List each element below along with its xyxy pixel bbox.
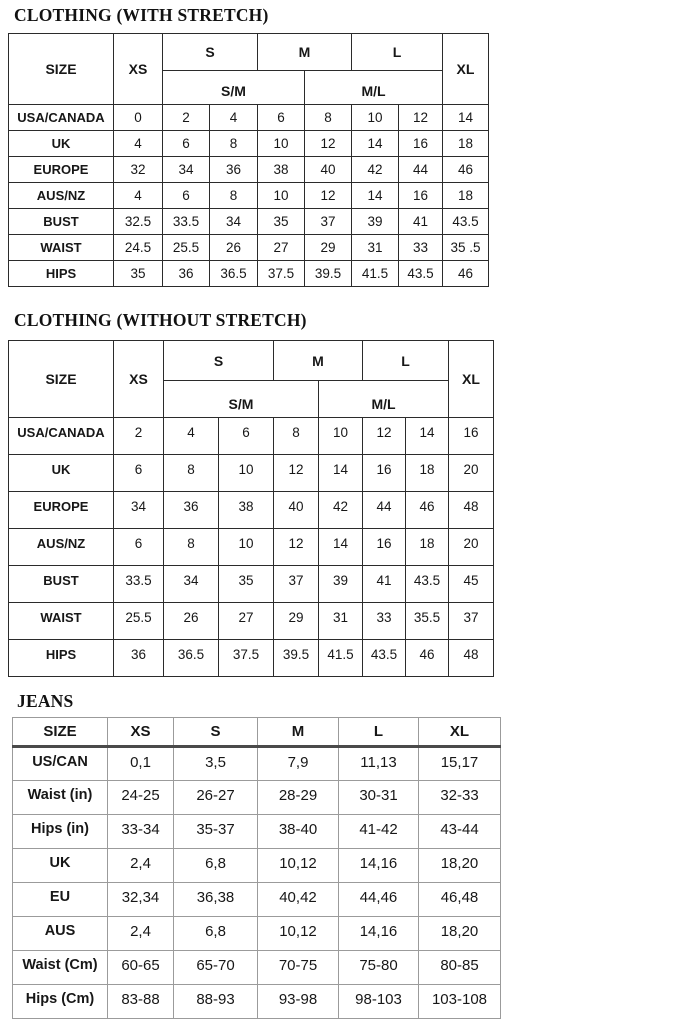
value-cell: 41: [363, 566, 406, 603]
col-xl: XL: [449, 341, 494, 418]
value-cell: 32,34: [108, 883, 174, 917]
value-cell: 32: [114, 157, 163, 183]
value-cell: 10: [258, 183, 305, 209]
value-cell: 34: [210, 209, 258, 235]
col-group-s: S: [164, 341, 274, 381]
value-cell: 12: [363, 418, 406, 455]
value-cell: 16: [399, 183, 443, 209]
value-cell: 10: [219, 455, 274, 492]
value-cell: 46: [443, 261, 489, 287]
value-cell: 48: [449, 640, 494, 677]
value-cell: 98-103: [339, 985, 419, 1019]
row-label: US/CAN: [13, 747, 108, 781]
value-cell: 42: [352, 157, 399, 183]
row-label: UK: [9, 455, 114, 492]
value-cell: 65-70: [174, 951, 258, 985]
value-cell: 24.5: [114, 235, 163, 261]
row-label: UK: [13, 849, 108, 883]
table-row: [13, 951, 501, 985]
value-cell: 8: [210, 183, 258, 209]
row-label: AUS/NZ: [9, 529, 114, 566]
col-s: S: [174, 718, 258, 747]
table-row: [9, 131, 489, 157]
value-cell: 10: [219, 529, 274, 566]
value-cell: 36: [163, 261, 210, 287]
value-cell: 16: [399, 131, 443, 157]
value-cell: 36.5: [164, 640, 219, 677]
table-row: [13, 781, 501, 815]
value-cell: 25.5: [114, 603, 164, 640]
table-header-row: [9, 34, 489, 71]
col-group-sm: S/M: [163, 71, 305, 105]
table-row: [9, 640, 494, 677]
value-cell: 16: [363, 455, 406, 492]
value-cell: 2,4: [108, 917, 174, 951]
value-cell: 36: [114, 640, 164, 677]
value-cell: 31: [319, 603, 363, 640]
value-cell: 4: [164, 418, 219, 455]
table-row: [13, 917, 501, 951]
col-xs: XS: [114, 34, 163, 105]
value-cell: 44: [399, 157, 443, 183]
table-row: [13, 883, 501, 917]
value-cell: 34: [164, 566, 219, 603]
value-cell: 4: [114, 183, 163, 209]
value-cell: 30-31: [339, 781, 419, 815]
value-cell: 32-33: [419, 781, 501, 815]
value-cell: 8: [274, 418, 319, 455]
value-cell: 41.5: [319, 640, 363, 677]
value-cell: 41: [399, 209, 443, 235]
table-header: [9, 34, 489, 105]
row-label: HIPS: [9, 640, 114, 677]
row-label: BUST: [9, 566, 114, 603]
value-cell: 8: [164, 455, 219, 492]
row-label: BUST: [9, 209, 114, 235]
value-cell: 18,20: [419, 917, 501, 951]
value-cell: 8: [305, 105, 352, 131]
value-cell: 37: [305, 209, 352, 235]
row-label: EUROPE: [9, 157, 114, 183]
value-cell: 35: [219, 566, 274, 603]
col-xs: XS: [114, 341, 164, 418]
value-cell: 34: [163, 157, 210, 183]
value-cell: 15,17: [419, 747, 501, 781]
table-row: [9, 418, 494, 455]
table-row: [13, 849, 501, 883]
value-cell: 18,20: [419, 849, 501, 883]
value-cell: 39: [352, 209, 399, 235]
value-cell: 0: [114, 105, 163, 131]
value-cell: 11,13: [339, 747, 419, 781]
value-cell: 14: [319, 529, 363, 566]
value-cell: 6: [219, 418, 274, 455]
value-cell: 6: [114, 455, 164, 492]
value-cell: 48: [449, 492, 494, 529]
value-cell: 88-93: [174, 985, 258, 1019]
value-cell: 14,16: [339, 917, 419, 951]
value-cell: 6: [258, 105, 305, 131]
clothing-without-stretch-table: [8, 340, 494, 677]
table-row: [9, 209, 489, 235]
value-cell: 14: [443, 105, 489, 131]
col-group-l: L: [363, 341, 449, 381]
table-header-row: [13, 718, 501, 747]
value-cell: 16: [363, 529, 406, 566]
value-cell: 36.5: [210, 261, 258, 287]
col-group-ml: M/L: [305, 71, 443, 105]
col-group-l: L: [352, 34, 443, 71]
value-cell: 33: [399, 235, 443, 261]
value-cell: 18: [406, 455, 449, 492]
row-label: EU: [13, 883, 108, 917]
value-cell: 33.5: [163, 209, 210, 235]
table-row: [13, 747, 501, 781]
col-group-s: S: [163, 34, 258, 71]
table-body: [13, 747, 501, 1019]
value-cell: 14: [352, 183, 399, 209]
value-cell: 14: [352, 131, 399, 157]
value-cell: 40: [305, 157, 352, 183]
value-cell: 25.5: [163, 235, 210, 261]
value-cell: 10: [258, 131, 305, 157]
value-cell: 27: [258, 235, 305, 261]
value-cell: 10,12: [258, 849, 339, 883]
value-cell: 6,8: [174, 849, 258, 883]
value-cell: 39.5: [305, 261, 352, 287]
row-label: AUS: [13, 917, 108, 951]
value-cell: 40: [274, 492, 319, 529]
value-cell: 42: [319, 492, 363, 529]
row-label: WAIST: [9, 235, 114, 261]
row-label: UK: [9, 131, 114, 157]
value-cell: 34: [114, 492, 164, 529]
col-group-m: M: [258, 34, 352, 71]
value-cell: 70-75: [258, 951, 339, 985]
row-label: Hips (in): [13, 815, 108, 849]
value-cell: 2: [163, 105, 210, 131]
table-row: [13, 815, 501, 849]
value-cell: 26-27: [174, 781, 258, 815]
value-cell: 33: [363, 603, 406, 640]
col-m: M: [258, 718, 339, 747]
section-title-clothing-without-stretch: CLOTHING (WITHOUT STRETCH): [14, 310, 307, 330]
value-cell: 8: [210, 131, 258, 157]
value-cell: 33.5: [114, 566, 164, 603]
size-header-cell: SIZE: [9, 341, 114, 418]
value-cell: 37: [274, 566, 319, 603]
col-group-sm: S/M: [164, 381, 319, 418]
row-label: Hips (Cm): [13, 985, 108, 1019]
value-cell: 41-42: [339, 815, 419, 849]
value-cell: 28-29: [258, 781, 339, 815]
value-cell: 43.5: [443, 209, 489, 235]
value-cell: 37.5: [219, 640, 274, 677]
row-label: Waist (Cm): [13, 951, 108, 985]
row-label: Waist (in): [13, 781, 108, 815]
value-cell: 35: [114, 261, 163, 287]
table-row: [9, 492, 494, 529]
table-row: [9, 529, 494, 566]
value-cell: 75-80: [339, 951, 419, 985]
value-cell: 60-65: [108, 951, 174, 985]
table-body: [9, 105, 489, 287]
value-cell: 43.5: [406, 566, 449, 603]
table-row: [9, 603, 494, 640]
value-cell: 32.5: [114, 209, 163, 235]
value-cell: 37.5: [258, 261, 305, 287]
value-cell: 6: [163, 131, 210, 157]
col-xs: XS: [108, 718, 174, 747]
value-cell: 12: [399, 105, 443, 131]
value-cell: 35-37: [174, 815, 258, 849]
table-body: [9, 418, 494, 677]
value-cell: 43.5: [363, 640, 406, 677]
value-cell: 38: [219, 492, 274, 529]
value-cell: 6: [163, 183, 210, 209]
col-l: L: [339, 718, 419, 747]
value-cell: 7,9: [258, 747, 339, 781]
value-cell: 33-34: [108, 815, 174, 849]
row-label: USA/CANADA: [9, 418, 114, 455]
value-cell: 4: [210, 105, 258, 131]
value-cell: 46: [406, 492, 449, 529]
value-cell: 36: [210, 157, 258, 183]
size-header-cell: SIZE: [9, 34, 114, 105]
value-cell: 0,1: [108, 747, 174, 781]
value-cell: 45: [449, 566, 494, 603]
table-header: [9, 341, 494, 418]
table-row: [13, 985, 501, 1019]
value-cell: 16: [449, 418, 494, 455]
value-cell: 14: [319, 455, 363, 492]
section-title-clothing-with-stretch: CLOTHING (WITH STRETCH): [14, 5, 269, 25]
value-cell: 38-40: [258, 815, 339, 849]
value-cell: 10: [352, 105, 399, 131]
value-cell: 46: [406, 640, 449, 677]
table-row: [9, 157, 489, 183]
value-cell: 8: [164, 529, 219, 566]
table-row: [9, 235, 489, 261]
value-cell: 2,4: [108, 849, 174, 883]
value-cell: 27: [219, 603, 274, 640]
value-cell: 43-44: [419, 815, 501, 849]
value-cell: 83-88: [108, 985, 174, 1019]
table-row: [9, 566, 494, 603]
row-label: EUROPE: [9, 492, 114, 529]
value-cell: 10: [319, 418, 363, 455]
value-cell: 41.5: [352, 261, 399, 287]
table-header-row: [9, 341, 494, 381]
value-cell: 18: [406, 529, 449, 566]
value-cell: 12: [274, 529, 319, 566]
table-row: [9, 183, 489, 209]
col-group-ml: M/L: [319, 381, 449, 418]
value-cell: 12: [305, 131, 352, 157]
row-label: USA/CANADA: [9, 105, 114, 131]
value-cell: 20: [449, 529, 494, 566]
value-cell: 3,5: [174, 747, 258, 781]
value-cell: 26: [164, 603, 219, 640]
clothing-with-stretch-table: [8, 33, 489, 287]
value-cell: 6: [114, 529, 164, 566]
value-cell: 40,42: [258, 883, 339, 917]
value-cell: 10,12: [258, 917, 339, 951]
value-cell: 14: [406, 418, 449, 455]
value-cell: 36: [164, 492, 219, 529]
value-cell: 37: [449, 603, 494, 640]
value-cell: 2: [114, 418, 164, 455]
value-cell: 43.5: [399, 261, 443, 287]
value-cell: 6,8: [174, 917, 258, 951]
table-header: [13, 718, 501, 747]
value-cell: 93-98: [258, 985, 339, 1019]
value-cell: 38: [258, 157, 305, 183]
row-label: WAIST: [9, 603, 114, 640]
section-title-jeans: JEANS: [17, 691, 74, 711]
col-size: SIZE: [13, 718, 108, 747]
value-cell: 24-25: [108, 781, 174, 815]
value-cell: 46: [443, 157, 489, 183]
value-cell: 35: [258, 209, 305, 235]
value-cell: 29: [305, 235, 352, 261]
table-row: [9, 261, 489, 287]
value-cell: 103-108: [419, 985, 501, 1019]
value-cell: 39.5: [274, 640, 319, 677]
value-cell: 12: [305, 183, 352, 209]
col-xl: XL: [419, 718, 501, 747]
value-cell: 46,48: [419, 883, 501, 917]
value-cell: 29: [274, 603, 319, 640]
value-cell: 36,38: [174, 883, 258, 917]
size-guide-page: [0, 5, 688, 1029]
table-row: [9, 455, 494, 492]
value-cell: 39: [319, 566, 363, 603]
value-cell: 26: [210, 235, 258, 261]
value-cell: 44: [363, 492, 406, 529]
row-label: HIPS: [9, 261, 114, 287]
jeans-table: [12, 717, 501, 1019]
value-cell: 35 .5: [443, 235, 489, 261]
value-cell: 80-85: [419, 951, 501, 985]
value-cell: 18: [443, 131, 489, 157]
col-xl: XL: [443, 34, 489, 105]
value-cell: 4: [114, 131, 163, 157]
value-cell: 14,16: [339, 849, 419, 883]
value-cell: 12: [274, 455, 319, 492]
value-cell: 20: [449, 455, 494, 492]
value-cell: 35.5: [406, 603, 449, 640]
value-cell: 18: [443, 183, 489, 209]
col-group-m: M: [274, 341, 363, 381]
value-cell: 44,46: [339, 883, 419, 917]
table-row: [9, 105, 489, 131]
value-cell: 31: [352, 235, 399, 261]
row-label: AUS/NZ: [9, 183, 114, 209]
